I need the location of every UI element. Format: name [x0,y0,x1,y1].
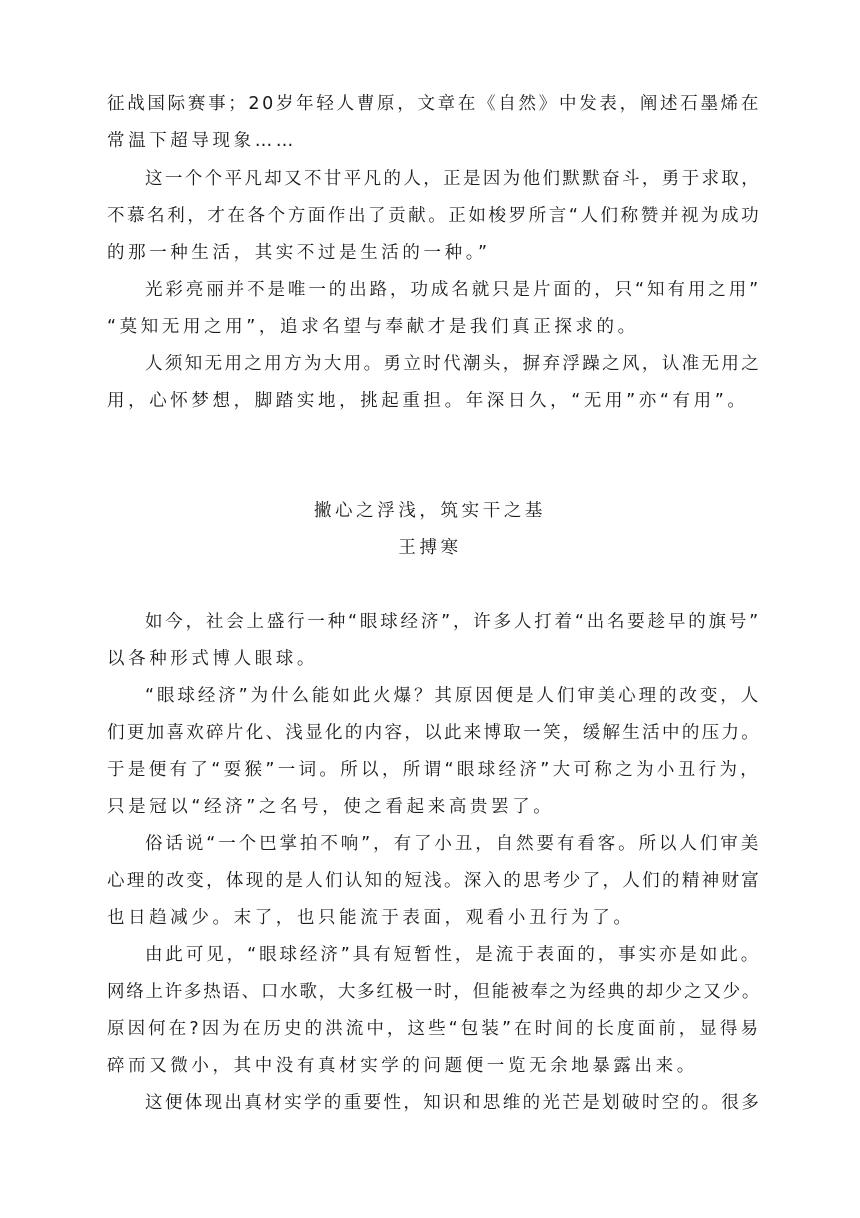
essay2-line: 于是便有了“耍猴”一词。所以，所谓“眼球经济”大可称之为小丑行为， [107,760,761,780]
essay2-line: 原因何在?因为在历史的洪流中，这些“包装”在时间的长度面前，显得易 [107,1019,761,1039]
essay1-line: 常温下超导现象…… [107,131,297,151]
essay2-line: 俗话说“一个巴掌拍不响”，有了小丑，自然要有看客。所以人们审美 [145,834,761,854]
essay-title: 撇心之浮浅，筑实干之基 [313,501,547,521]
essay1-line: 用，心怀梦想，脚踏实地，挑起重担。年深日久，“无用”亦“有用”。 [107,391,749,411]
essay2-line: 心理的改变，体现的是人们认知的短浅。深入的思考少了，人们的精神财富 [107,871,761,891]
essay1-line: 这一个个平凡却又不甘平凡的人，正是因为他们默默奋斗，勇于求取， [145,169,761,189]
essay2-line: 只是冠以“经济”之名号，使之看起来高贵罢了。 [107,797,555,817]
essay1-line: 征战国际赛事；20岁年轻人曹原，文章在《自然》中发表，阐述石墨烯在 [107,94,761,114]
essay2-line: 以各种形式博人眼球。 [107,649,318,669]
essay1-line: 的那一种生活，其实不过是生活的一种。” [107,243,491,263]
essay2-line: 这便体现出真材实学的重要性，知识和思维的光芒是划破时空的。很多 [145,1093,761,1113]
essay1-line: 不慕名利，才在各个方面作出了贡献。正如梭罗所言“人们称赞并视为成功 [107,206,761,226]
essay2-line: 也日趋减少。末了，也只能流于表面，观看小丑行为了。 [107,908,635,928]
essay1-line: 人须知无用之用方为大用。勇立时代潮头，摒弃浮躁之风，认准无用之 [145,354,761,374]
essay2-line: 们更加喜欢碎片化、浅显化的内容，以此来博取一笑，缓解生活中的压力。 [107,723,761,743]
essay2-line: “眼球经济”为什么能如此火爆？其原因便是人们审美心理的改变，人 [145,686,761,706]
essay-author: 王搏寒 [398,538,462,558]
essay1-line: 光彩亮丽并不是唯一的出路，功成名就只是片面的，只“知有用之用” [145,280,761,300]
essay2-line: 由此可见，“眼球经济”具有短暂性，是流于表面的，事实亦是如此。 [145,945,761,965]
essay2-line: 碎而又微小，其中没有真材实学的问题便一览无余地暴露出来。 [107,1056,698,1076]
essay1-line: “莫知无用之用”，追求名望与奉献才是我们真正探求的。 [107,317,639,337]
essay2-line: 网络上许多热语、口水歌，大多红极一时，但能被奉之为经典的却少之又少。 [107,982,761,1002]
essay2-line: 如今，社会上盛行一种“眼球经济”，许多人打着“出名要趁早的旗号” [145,612,761,632]
